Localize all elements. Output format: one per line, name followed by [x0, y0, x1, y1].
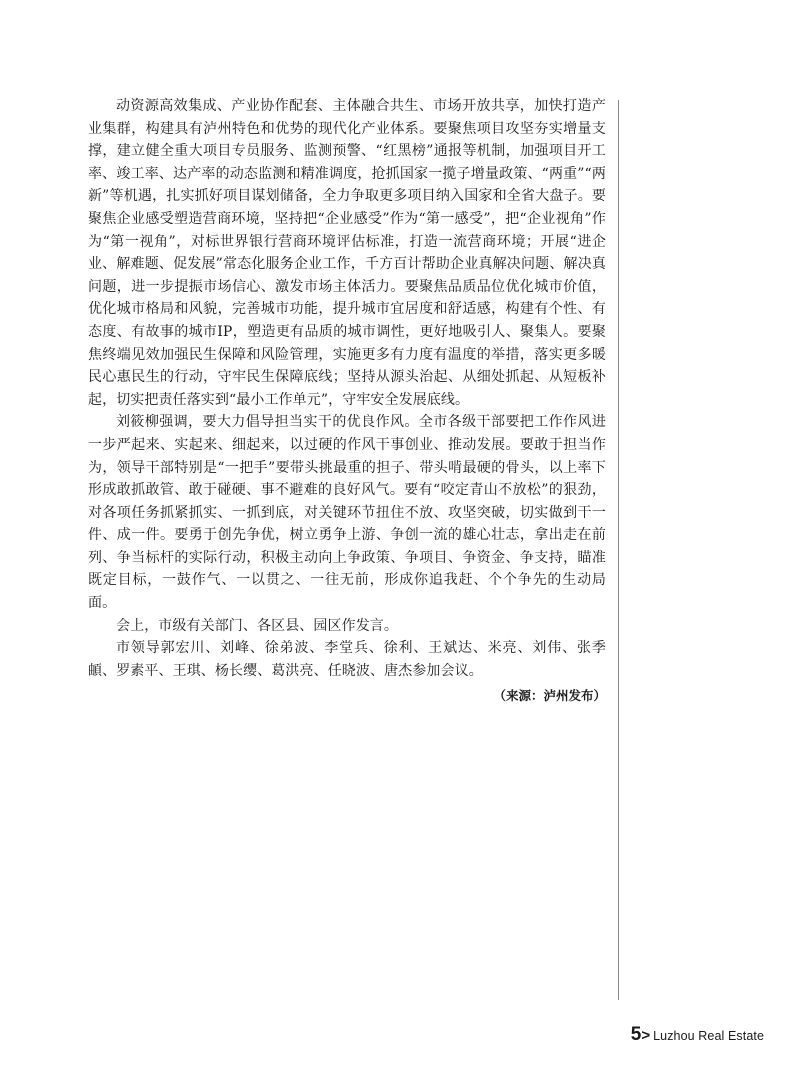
article-paragraph: 市领导郭宏川、刘峰、徐弟波、李堂兵、徐利、王斌达、米亮、刘伟、张季頔、罗素平、王琪、杨长缨、葛洪亮、任晓波、唐杰参加会议。 [88, 640, 606, 679]
arrow-icon: > [641, 1027, 651, 1044]
publication-name: Luzhou Real Estate [653, 1029, 764, 1043]
article-body [88, 95, 606, 706]
article-paragraph: 会上，市级有关部门、各区县、园区作发言。 [116, 617, 398, 634]
article-paragraph: 刘筱柳强调，要大力倡导担当实干的优良作风。全市各级干部要把工作作风进一步严起来、实起来、细起来，以过硬的作风干事创业、推动发展。要敢于担当作为，领导干部特别是“一把手”要带头挑最重的担子、带头啃最硬的骨头，以上率下形成敢抓敢管、敢于碰硬、事不避难的良好风气。要有“咬定青山不放松”的狠劲，对各项任务抓紧抓实、一抓到底，对关键环节扭住不放、攻坚突破，切实做到干一件、成一件。要勇于创先争优，树立勇争上游、争创一流的雄心壮志，拿出走在前列、争当标杆的实际行动，积极主动向上争政策、争项目、争资金、争支持，瞄准既定目标，一鼓作气、一以贯之、一往无前，形成你追我赶、个个争先的生动局面。 [88, 414, 606, 612]
page-number: 5 [630, 1024, 642, 1045]
article-source: （来源：泸州发布） [493, 688, 606, 704]
article-paragraph: 动资源高效集成、产业协作配套、主体融合共生、市场开放共享，加快打造产业集群，构建具有泸州特色和优势的现代化产业体系。要聚焦项目攻坚夯实增量支撑，建立健全重大项目专员服务、监测预警、“红黑榜”通报等机制，加强项目开工率、竣工率、达产率的动态监测和精准调度，抢抓国家一揽子增量政策、“两重”“两新”等机遇，扎实抓好项目谋划储备，全力争取更多项目纳入国家和全省大盘子。要聚焦企业感受塑造营商环境，坚持把“企业感受”作为“第一感受”，把“企业视角”作为“第一视角”，对标世界银行营商环境评估标准，打造一流营商环境；开展“进企业、解难题、促发展”常态化服务企业工作，千方百计帮助企业真解决问题、解决真问题，进一步提振市场信心、激发市场主体活力。要聚焦品质品位优化城市价值，优化城市格局和风貌，完善城市功能，提升城市宜居度和舒适感，构建有个性、有态度、有故事的城市IP，塑造更有品质的城市调性，更好地吸引人、聚集人。要聚焦终端见效加强民生保障和风险管理，实施更多有力度有温度的举措，落实更多暖民心惠民生的行动，守牢民生保障底线；坚持从源头治起、从细处抓起、从短板补起，切实把责任落实到“最小工作单元”，守牢安全发展底线。 [88, 98, 606, 408]
column-divider [618, 100, 619, 1000]
page-footer [631, 1024, 764, 1046]
